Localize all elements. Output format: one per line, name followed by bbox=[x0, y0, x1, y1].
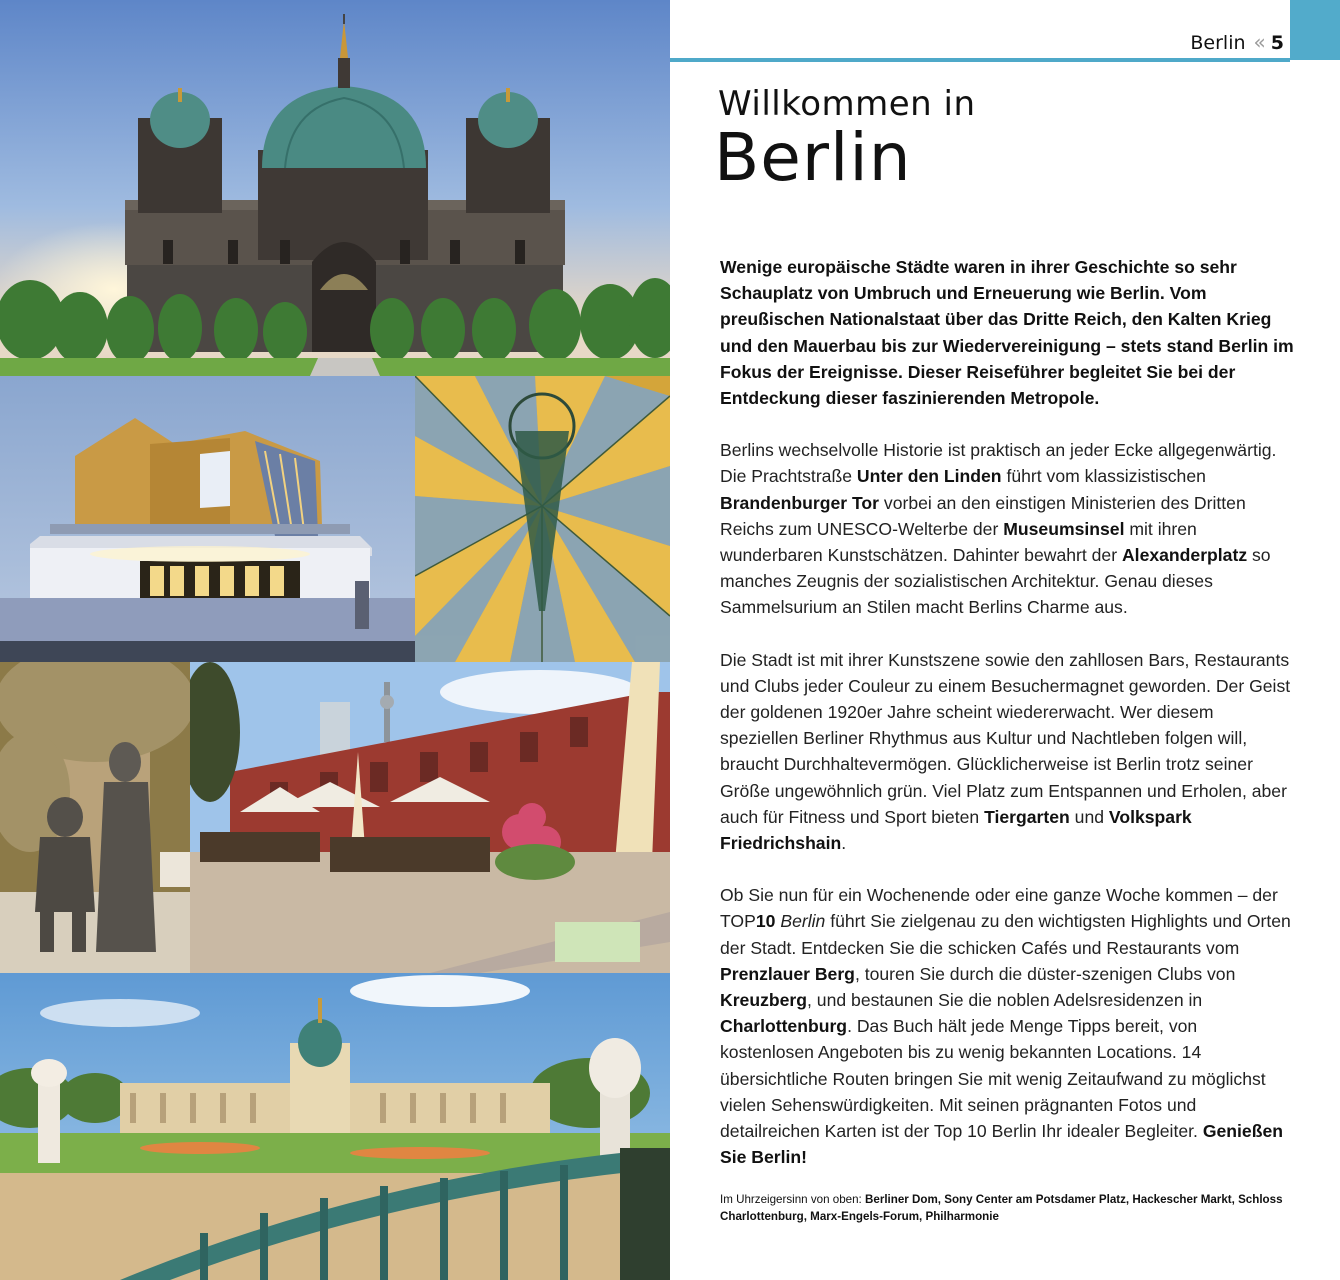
highlight-term: Brandenburger Tor bbox=[720, 492, 880, 513]
body-paragraph bbox=[720, 437, 1295, 620]
body-paragraph bbox=[720, 647, 1295, 857]
sony-center-image bbox=[415, 376, 670, 662]
highlight-term: Tiergarten bbox=[984, 806, 1070, 827]
text-run: Ob Sie nun für ein Wochenende oder eine ganze Woche kommen – der TOP bbox=[720, 885, 1278, 932]
text-run: so manches Zeugnis der sozialistischen Architektur. Genau dieses Sammelsurium an Stilen macht Berlins Charme aus. bbox=[720, 545, 1271, 618]
text-run: Berlins wechselvolle Historie ist praktisch an jeder Ecke allgegenwärtig. Die Prachtstraße bbox=[720, 440, 1277, 487]
text-run: und bbox=[1069, 806, 1109, 827]
berliner-dom-image bbox=[0, 0, 670, 376]
caption-places: Berliner Dom, Sony Center am Potsdamer Platz, Hackescher Markt, Schloss Charlottenburg, Marx-Engels-Forum, Philharmonie bbox=[720, 1193, 1283, 1223]
lead-paragraph: Wenige europäische Städte waren in ihrer Geschichte so sehr Schauplatz von Umbruch und Erneuerung wie Berlin. Vom preußischen Nationalstaat über das Dritte Reich, den Kalten Krieg und den Mauerbau bis zur Wiedervereinigung – stets stand Berlin im Fokus der Ereignisse. Dieser Reiseführer begleitet Sie bei der Entdeckung dieser faszinierenden Metropole. bbox=[720, 257, 1294, 409]
page-title-line1: Willkommen in bbox=[718, 84, 976, 124]
section-name: Berlin bbox=[1190, 32, 1246, 54]
text-run: mit ihren wunderbaren Kunstschätzen. Dahinter bewahrt der bbox=[720, 518, 1197, 566]
photo-marx-engels-forum bbox=[0, 662, 190, 973]
body-paragraph bbox=[720, 882, 1295, 1170]
photo-philharmonie bbox=[0, 376, 415, 662]
photo-caption bbox=[720, 1192, 1310, 1225]
double-chevron-left-icon: « bbox=[1253, 30, 1263, 54]
philharmonie-image bbox=[0, 376, 415, 662]
highlight-term: Alexanderplatz bbox=[1121, 545, 1248, 566]
emphasis: Berlin bbox=[780, 911, 826, 932]
text-run: Die Stadt ist mit ihrer Kunstszene sowie den zahllosen Bars, Restaurants und Clubs jeder Couleur zu einem Besuchermagnet geworden. Der Geist der goldenen 1920er Jahre scheint wiedererwacht. Wer diesem speziellen Berliner Rhythmus aus Kultur und Nachtleben folgen will, braucht Durchhaltevermögen. Glücklicherweise ist Berlin trotz seiner Größe ungewöhnlich grün. Viel Platz zum Entspannen und Erholen, aber auch für Fitness und Sport bieten bbox=[720, 649, 1291, 827]
highlight-term: Kreuzberg bbox=[720, 990, 808, 1011]
highlight-term: Charlottenburg bbox=[720, 1016, 848, 1037]
running-header bbox=[1190, 30, 1284, 54]
header-rule bbox=[670, 58, 1290, 62]
highlight-term: Unter den Linden bbox=[856, 466, 1002, 487]
photo-sony-center bbox=[415, 376, 670, 662]
article-body bbox=[720, 254, 1295, 1197]
highlight-term: Volkspark Friedrichshain bbox=[720, 806, 1192, 854]
highlight-term: Genießen Sie Berlin! bbox=[720, 1121, 1283, 1168]
highlight-term: 10 bbox=[755, 911, 776, 932]
page-number: 5 bbox=[1270, 32, 1284, 54]
text-run: . Das Buch hält jede Menge Tipps bereit, von kostenlosen Angeboten bis zu wenig bekannten Locations. 14 übersichtliche Routen bringen Sie mit wenig Zeitaufwand zu möglichst vielen Sehenswürdigkeiten. Mit seinen prägnanten Fotos und detailreichen Karten ist der Top 10 Berlin Ihr idealer Begleiter. bbox=[720, 1016, 1266, 1142]
photo-schloss-charlottenburg bbox=[0, 973, 670, 1280]
text-run: , touren Sie durch die düster-szenigen Clubs von bbox=[854, 963, 1236, 984]
text-run: . bbox=[841, 833, 847, 854]
photo-hackescher-markt bbox=[190, 662, 670, 973]
page-title-line2: Berlin bbox=[714, 119, 912, 196]
section-tab bbox=[1290, 0, 1340, 60]
schloss-charlottenburg-image bbox=[0, 973, 670, 1280]
marx-engels-forum-image bbox=[0, 662, 190, 973]
hackescher-markt-image bbox=[190, 662, 670, 973]
text-run: führt vom klassizistischen bbox=[1001, 466, 1206, 487]
caption-prefix: Im Uhrzeigersinn von oben: bbox=[720, 1193, 865, 1206]
photo-berliner-dom bbox=[0, 0, 670, 376]
text-run: , und bestaunen Sie die noblen Adelsresidenzen in bbox=[807, 990, 1203, 1011]
text-run: führt Sie zielgenau zu den wichtigsten Highlights und Orten der Stadt. Entdecken Sie die schicken Cafés und Restaurants vom bbox=[720, 911, 1291, 958]
text-run: vorbei an den einstigen Ministerien des Dritten Reichs zum UNESCO-Welterbe der bbox=[720, 492, 1246, 539]
highlight-term: Prenzlauer Berg bbox=[720, 963, 855, 984]
highlight-term: Museumsinsel bbox=[1003, 518, 1125, 539]
